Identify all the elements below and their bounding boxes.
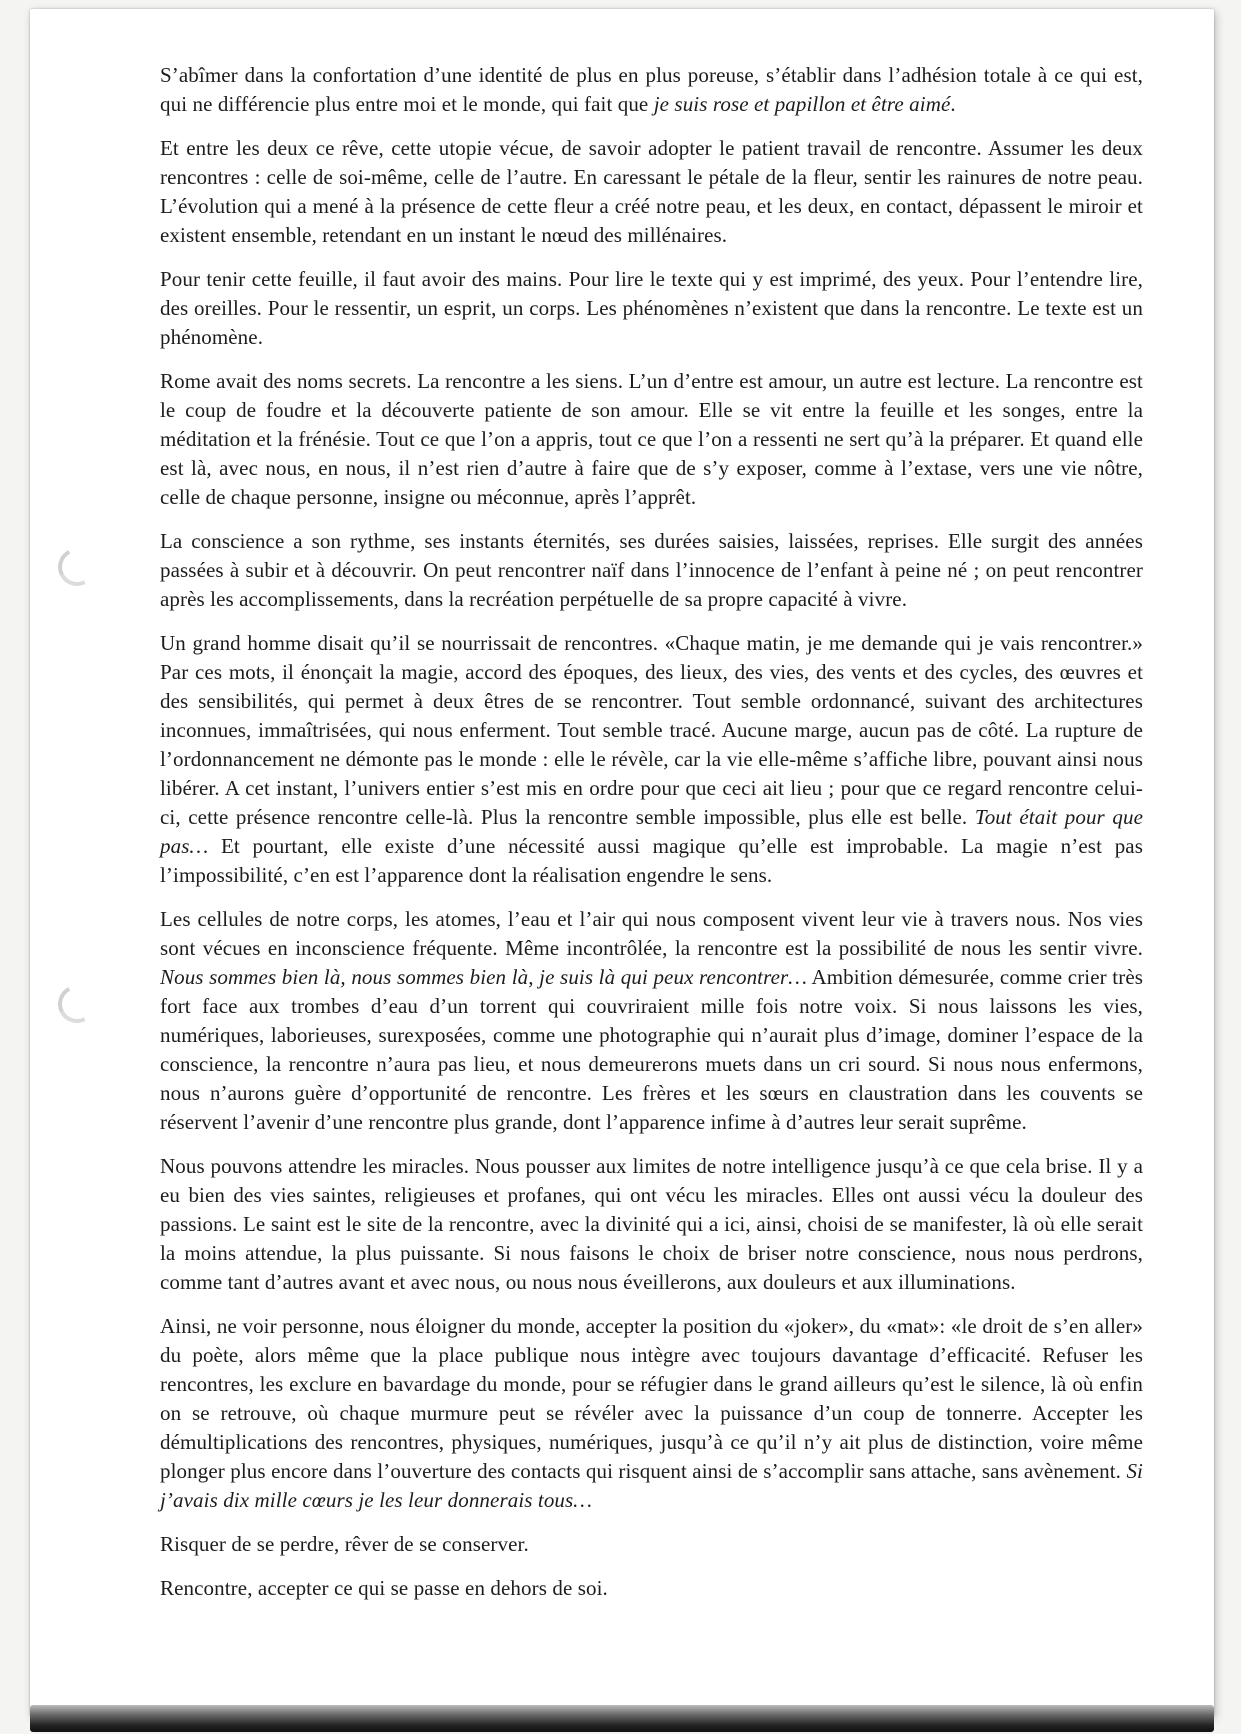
text-run: Un grand homme disait qu’il se nourrissait de rencontres. «Chaque matin, je me demande qui je vais rencontrer.» Par ces mots, il énonçait la magie, accord des époques, des lieux, des vies, des vents et des cycles, des œuvres et des sensibilités, qui permet à deux êtres de se rencontrer. Tout semble ordonnancé, suivant des architectures inconnues, immaîtrisées, qui nous enferment. Tout semble tracé. Aucune marge, aucun pas de côté. La rupture de l’ordonnancement ne démonte pas le monde : elle le révèle, car la vie elle-même s’affiche libre, pouvant ainsi nous libérer. A cet instant, l’univers entier s’est mis en ordre pour que ceci ait lieu ; pour que ce regard rencontre celui-ci, cette présence rencontre celle-là. Plus la rencontre semble impossible, plus elle est belle. [160, 631, 1143, 829]
text-run: Rencontre, accepter ce qui se passe en dehors de soi. [160, 1576, 608, 1600]
paragraph-1 [160, 61, 1143, 119]
paper-sheet [30, 9, 1214, 1716]
text-run: Et pourtant, elle existe d’une nécessité aussi magique qu’elle est improbable. La magie n’est pas l’impossibilité, c’en est l’apparence dont la réalisation engendre le sens. [160, 834, 1143, 887]
italic-text-run: Tout était pour que pas… [160, 805, 1143, 858]
paragraph-8 [160, 1152, 1143, 1297]
paragraph-4 [160, 367, 1143, 512]
text-run: Risquer de se perdre, rêver de se conserver. [160, 1532, 529, 1556]
text-run: La conscience a son rythme, ses instants éternités, ses durées saisies, laissées, reprises. Elle surgit des années passées à subir et à découvrir. On peut rencontrer naïf dans l’innocence de l’enfant à peine né ; on peut rencontrer après les accomplissements, dans la recréation perpétuelle de sa propre capacité à vivre. [160, 529, 1143, 611]
document-text-block [160, 61, 1143, 1603]
paragraph-2 [160, 134, 1143, 250]
paragraph-11 [160, 1574, 1143, 1603]
text-run: Rome avait des noms secrets. La rencontre a les siens. L’un d’entre est amour, un autre est lecture. La rencontre est le coup de foudre et la découverte patiente de son amour. Elle se vit entre la feuille et les songes, entre la méditation et la frénésie. Tout ce que l’on a appris, tout ce que l’on a ressenti ne sert qu’à la préparer. Et quand elle est là, avec nous, en nous, il n’est rien d’autre à faire que de s’y exposer, comme à l’extase, vers une vie nôtre, celle de chaque personne, insigne ou méconnue, après l’apprêt. [160, 369, 1143, 509]
text-run: Et entre les deux ce rêve, cette utopie vécue, de savoir adopter le patient travail de rencontre. Assumer les deux rencontres : celle de soi-même, celle de l’autre. En caressant le pétale de la fleur, sentir les rainures de notre peau. L’évolution qui a mené à la présence de cette fleur a créé notre peau, et les deux, en contact, dépassent le miroir et existent ensemble, retendant en un instant le nœud des millénaires. [160, 136, 1143, 247]
paragraph-6 [160, 629, 1143, 890]
italic-text-run: je suis rose et papillon et être aimé [653, 92, 951, 116]
text-run: Les cellules de notre corps, les atomes, l’eau et l’air qui nous composent vivent leur vie à travers nous. Nos vies sont vécues en inconscience fréquente. Même incontrôlée, la rencontre est la possibilité de nous les sentir vivre. [160, 907, 1143, 960]
scan-edge-bar [30, 1705, 1214, 1732]
text-run: S’abîmer dans la confortation d’une identité de plus en plus poreuse, s’établir dans l’adhésion totale à ce qui est, qui ne différencie plus entre moi et le monde, qui fait que [160, 63, 1143, 116]
paragraph-10 [160, 1530, 1143, 1559]
text-run: Nous pouvons attendre les miracles. Nous pousser aux limites de notre intelligence jusqu’à ce que cela brise. Il y a eu bien des vies saintes, religieuses et profanes, qui ont vécu les miracles. Elles ont aussi vécu la douleur des passions. Le saint est le site de la rencontre, avec la divinité qui a ici, ainsi, choisi de se manifester, là où elle serait la moins attendue, la plus puissante. Si nous faisons le choix de briser notre conscience, nous nous perdrons, comme tant d’autres avant et avec nous, ou nous nous éveillerons, aux douleurs et aux illuminations. [160, 1154, 1143, 1294]
paragraph-5 [160, 527, 1143, 614]
paragraph-3 [160, 265, 1143, 352]
paragraph-7 [160, 905, 1143, 1137]
paragraph-9 [160, 1312, 1143, 1515]
italic-text-run: Si j’avais dix mille cœurs je les leur donnerais tous… [160, 1459, 1143, 1512]
text-run: . [950, 92, 956, 116]
text-run: Pour tenir cette feuille, il faut avoir des mains. Pour lire le texte qui y est imprimé, des yeux. Pour l’entendre lire, des oreilles. Pour le ressentir, un esprit, un corps. Les phénomènes n’existent que dans la rencontre. Le texte est un phénomène. [160, 267, 1143, 349]
text-run: Ambition démesurée, comme crier très fort face aux trombes d’eau d’un torrent qui couvriraient mille fois notre voix. Si nous laissons les vies, numériques, laborieuses, surexposées, comme une photographie qui n’aurait plus d’image, dominer l’espace de la conscience, la rencontre n’aura pas lieu, et nous demeurerons muets dans un cri sourd. Si nous nous enfermons, nous n’aurons guère d’opportunité de rencontre. Les frères et les sœurs en claustration dans les couvents se réservent l’avenir d’une rencontre plus grande, dont l’apparence infime à d’autres leur serait suprême. [160, 965, 1144, 1134]
italic-text-run: Nous sommes bien là, nous sommes bien là, je suis là qui peux rencontrer… [160, 965, 808, 989]
text-run: Ainsi, ne voir personne, nous éloigner du monde, accepter la position du «joker», du «mat»: «le droit de s’en aller» du poète, alors même que la place publique nous intègre avec toujours davantage d’efficacité. Refuser les rencontres, les exclure en bavardage du monde, pour se réfugier dans le grand ailleurs qu’est le silence, là où enfin on se retrouve, où chaque murmure peut se révéler avec la puissance d’un coup de tonnerre. Accepter les démultiplications des rencontres, physiques, numériques, jusqu’à ce qu’il n’y ait plus de distinction, voire même plonger plus encore dans l’ouverture des contacts qui risquent ainsi de s’accomplir sans attache, sans avènement. [160, 1314, 1143, 1483]
